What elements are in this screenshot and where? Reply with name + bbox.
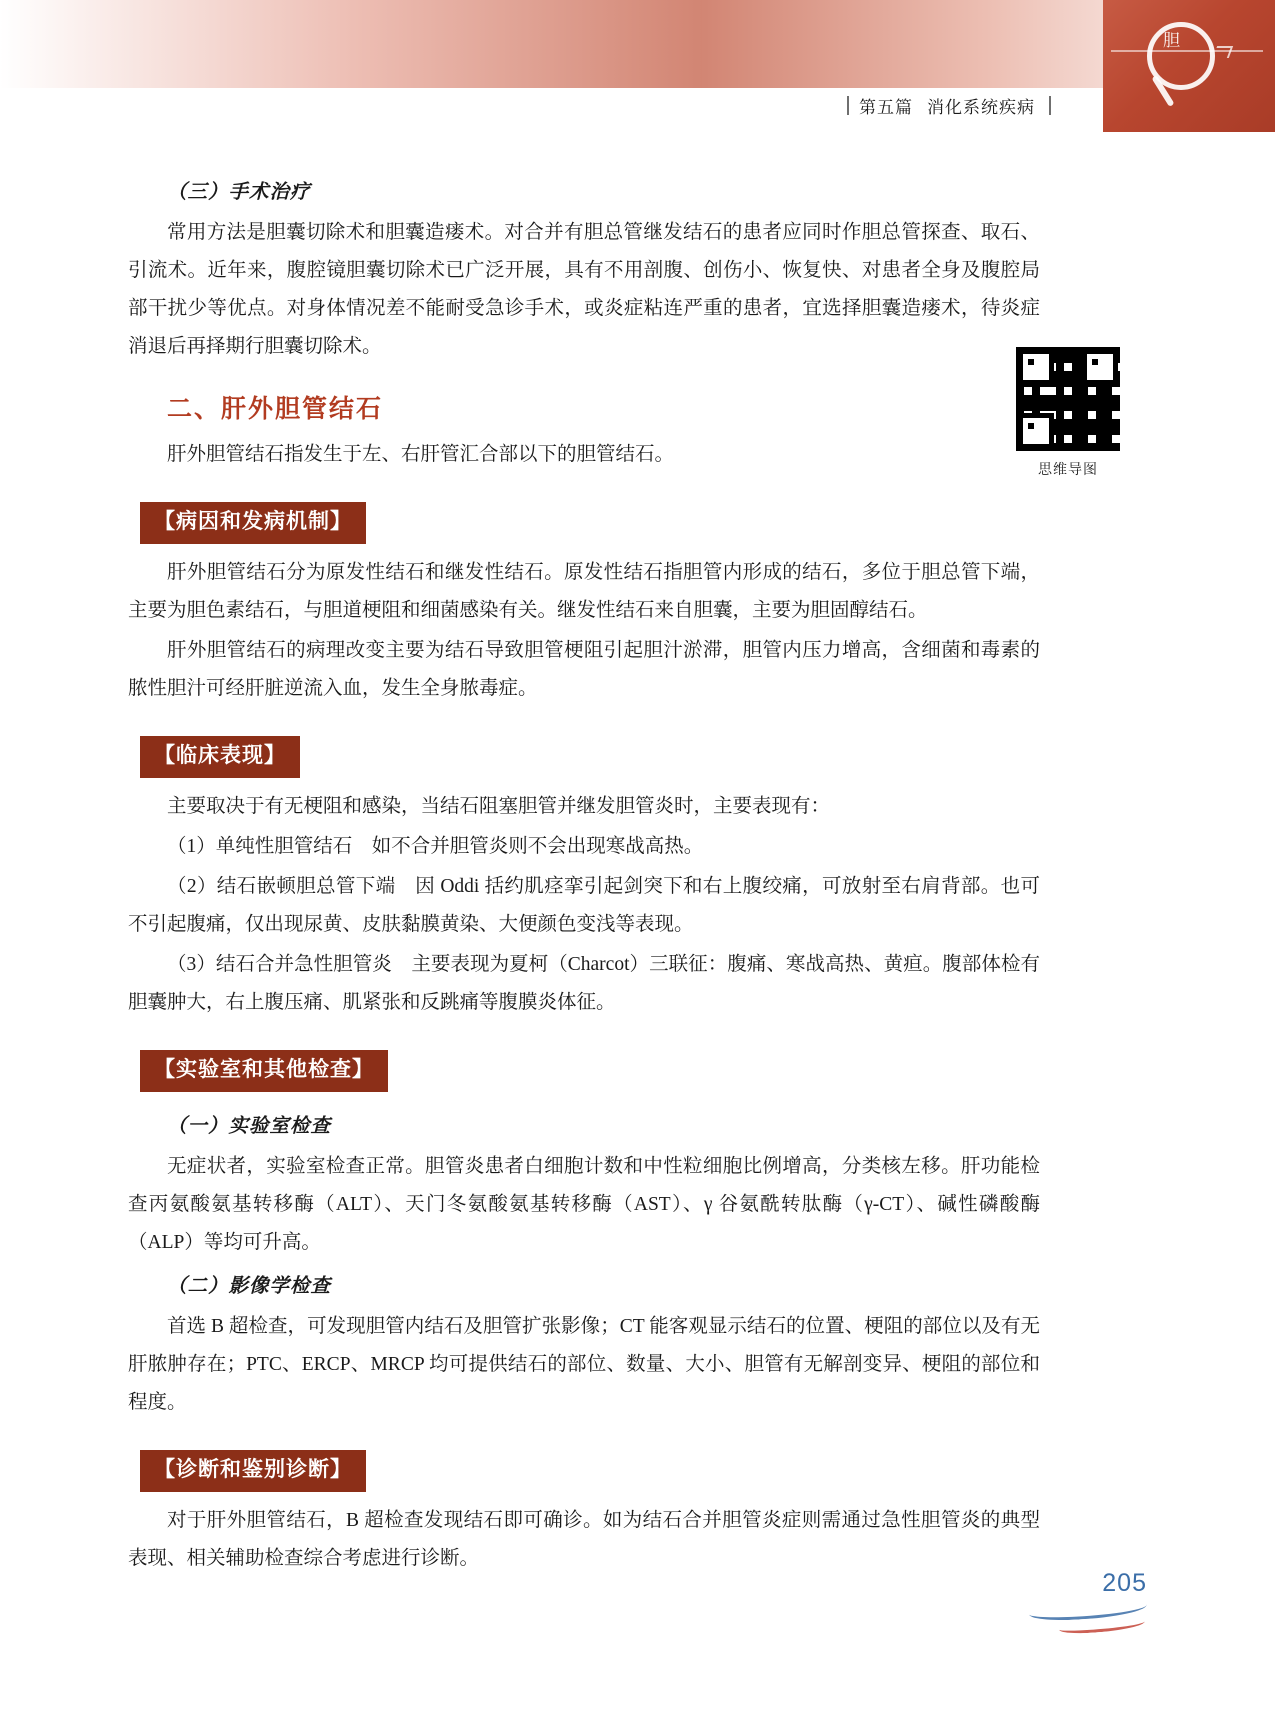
paragraph-lab-exam: 无症状者，实验室检查正常。胆管炎患者白细胞计数和中性粒细胞比例增高，分类核左移。肝功能检查丙氨酸氨基转移酶（ALT）、天门冬氨酸氨基转移酶（AST）、γ 谷氨酰转肽酶（γ‑CT）、碱性磷酸酶（ALP）等均可升高。 xyxy=(128,1156,1040,1253)
paragraph-etiology-1: 肝外胆管结石分为原发性结石和继发性结石。原发性结石指胆管内形成的结石，多位于胆总管下端，主要为胆色素结石，与胆道梗阻和细菌感染有关。继发性结石来自胆囊，主要为胆固醇结石。 xyxy=(128,562,1040,621)
section-tag-clinical-manifestations: 【临床表现】 xyxy=(140,736,300,778)
page-number: 205 xyxy=(1102,1569,1147,1597)
tag-lab-wrap xyxy=(140,1024,1040,1102)
tag-diagnosis-wrap xyxy=(140,1424,1040,1502)
chapter-corner-badge xyxy=(1103,0,1275,132)
paragraph-diagnosis: 对于肝外胆管结石，B 超检查发现结石即可确诊。如为结石合并胆管炎症则需通过急性胆管炎的典型表现、相关辅助检查综合考虑进行诊断。 xyxy=(128,1510,1040,1569)
paragraph-clinical-item-2: （2）结石嵌顿胆总管下端 因 Oddi 括约肌痉挛引起剑突下和右上腹绞痛，可放射至右肩背部。也可不引起腹痛，仅出现尿黄、皮肤黏膜黄染、大便颜色变浅等表现。 xyxy=(128,876,1040,935)
page-content xyxy=(128,168,1040,1580)
running-head-section: 消化系统疾病 xyxy=(927,98,1035,117)
paragraph-clinical-item-1: （1）单纯性胆管结石 如不合并胆管炎则不会出现寒战高热。 xyxy=(167,836,704,857)
running-head-rule-right xyxy=(1049,96,1051,115)
heading-extrahepatic-bile-duct-stones: 二、肝外胆管结石 xyxy=(167,395,384,423)
decorative-top-band-gradient xyxy=(0,0,1275,88)
badge-char: 胆 xyxy=(1163,31,1180,50)
subheading-lab-exam: （一）实验室检查 xyxy=(167,1116,332,1137)
subheading-imaging-exam: （二）影像学检查 xyxy=(167,1276,332,1297)
paragraph-definition: 肝外胆管结石指发生于左、右肝管汇合部以下的胆管结石。 xyxy=(167,444,675,465)
running-head-part: 第五篇 xyxy=(859,98,913,117)
qr-finder-top-right xyxy=(1082,349,1118,385)
paragraph-clinical-item-3: （3）结石合并急性胆管炎 主要表现为夏柯（Charcot）三联征：腹痛、寒战高热、黄疸。腹部体检有胆囊肿大，右上腹压痛、肌紧张和反跳痛等腹膜炎体征。 xyxy=(128,954,1040,1013)
section-tag-etiology: 【病因和发病机制】 xyxy=(140,502,366,544)
paragraph-surgical-treatment: 常用方法是胆囊切除术和胆囊造瘘术。对合并有胆总管继发结石的患者应同时作胆总管探查、取石、引流术。近年来，腹腔镜胆囊切除术已广泛开展，具有不用剖腹、创伤小、恢复快、对患者全身及腹腔局部干扰少等优点。对身体情况差不能耐受急诊手术，或炎症粘连严重的患者，宜选择胆囊造瘘术，待炎症消退后再择期行胆囊切除术。 xyxy=(128,222,1040,357)
tag-clinical-wrap xyxy=(140,710,1040,788)
pulse-peak-icon xyxy=(1213,46,1233,58)
section-tag-diagnosis: 【诊断和鉴别诊断】 xyxy=(140,1450,366,1492)
paragraph-etiology-2: 肝外胆管结石的病理改变主要为结石导致胆管梗阻引起胆汁淤滞，胆管内压力增高，含细菌和毒素的脓性胆汁可经肝脏逆流入血，发生全身脓毒症。 xyxy=(128,640,1040,699)
paragraph-clinical-intro: 主要取决于有无梗阻和感染，当结石阻塞胆管并继发胆管炎时，主要表现有： xyxy=(167,796,831,817)
subheading-surgical-treatment: （三）手术治疗 xyxy=(167,182,311,203)
qr-caption: 思维导图 xyxy=(1038,461,1098,477)
tag-etiology-wrap xyxy=(140,476,1040,554)
page-footer xyxy=(1029,1569,1147,1632)
section-tag-lab-and-other-exams: 【实验室和其他检查】 xyxy=(140,1050,388,1092)
running-head xyxy=(847,93,1051,118)
running-head-rule-left xyxy=(847,96,849,115)
paragraph-imaging-exam: 首选 B 超检查，可发现胆管内结石及胆管扩张影像；CT 能客观显示结石的位置、梗阻的部位以及有无肝脓肿存在；PTC、ERCP、MRCP 均可提供结石的部位、数量、大小、胆管有无解剖变异、梗阻的部位和程度。 xyxy=(128,1316,1040,1413)
decorative-top-band xyxy=(0,0,1275,88)
